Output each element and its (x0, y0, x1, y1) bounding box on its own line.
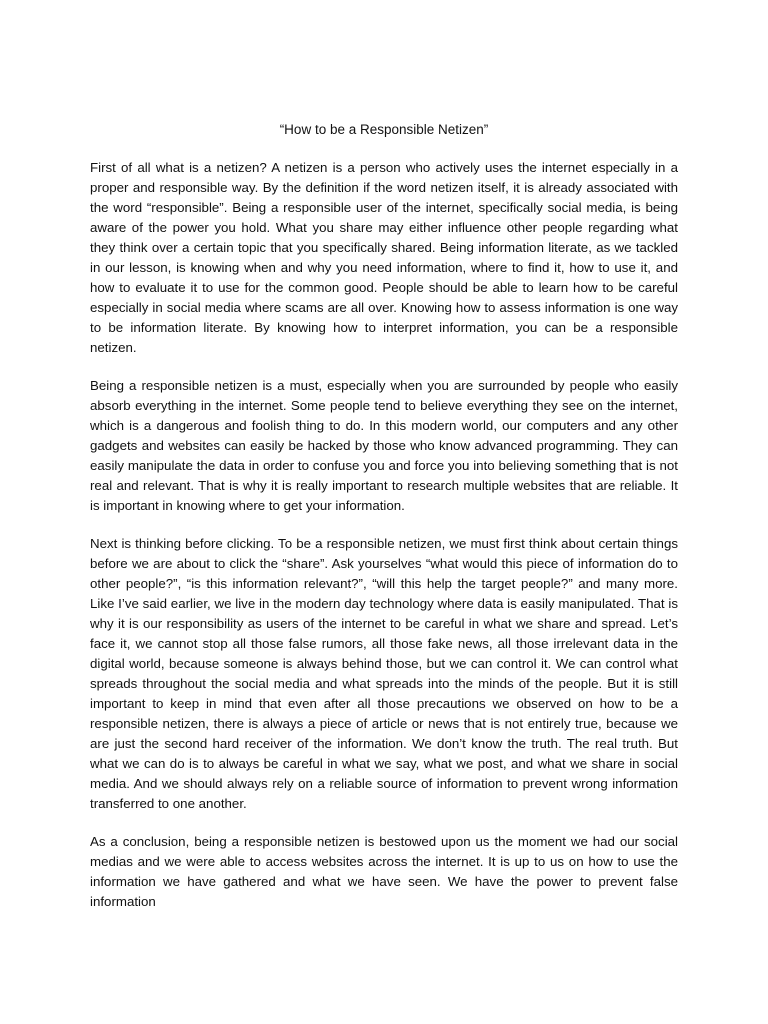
paragraph-must: Being a responsible netizen is a must, especially when you are surrounded by people who easily absorb everything in the internet. Some people tend to believe everything they see on the internet, which is a dangerous and foolish thing to do. In this modern world, our computers and any other gadgets and websites can easily be hacked by those who know advanced programming. They can easily manipulate the data in order to confuse you and force you into believing something that is not real and relevant. That is why it is really important to research multiple websites that are reliable. It is important in knowing where to get your information. (90, 378, 678, 513)
paragraph-definition: First of all what is a netizen? A netizen is a person who actively uses the internet especially in a proper and responsible way. By the definition if the word netizen itself, it is already associated with the word “responsible”. Being a responsible user of the internet, specifically social media, is being aware of the power you hold. What you share may either influence other people regarding what they think over a certain topic that you specifically shared. Being information literate, as we tackled in our lesson, is knowing when and why you need information, where to find it, how to use it, and how to evaluate it to use for the common good. People should be able to learn how to be careful especially in social media where scams are all over. Knowing how to assess information is one way to be information literate. By knowing how to interpret information, you can be a responsible netizen. (90, 160, 678, 355)
paragraph-conclusion: As a conclusion, being a responsible netizen is bestowed upon us the moment we had our social medias and we were able to access websites across the internet. It is up to us on how to use the information we have gathered and what we have seen. We have the power to prevent false information (90, 834, 678, 909)
document-page (90, 120, 678, 930)
paragraph-think-before-clicking: Next is thinking before clicking. To be a responsible netizen, we must first think about certain things before we are about to click the “share”. Ask yourselves “what would this piece of information do to other people?”, “is this information relevant?”, “will this help the target people?” and many more. Like I’ve said earlier, we live in the modern day technology where data is easily manipulated. That is why it is our responsibility as users of the internet to be careful in what we share and spread. Let’s face it, we cannot stop all those false rumors, all those fake news, all those irrelevant data in the digital world, because someone is always behind those, but we can control it. We can control what spreads throughout the social media and what spreads into the minds of the people. But it is still important to keep in mind that even after all those precautions we observed on how to be a responsible netizen, there is always a piece of article or news that is not entirely true, because we are just the second hard receiver of the information. We don’t know the truth. The real truth. But what we can do is to always be careful in what we say, what we post, and what we share in social media. And we should always rely on a reliable source of information to prevent wrong information transferred to one another. (90, 536, 678, 811)
document-title: “How to be a Responsible Netizen” (279, 122, 489, 137)
